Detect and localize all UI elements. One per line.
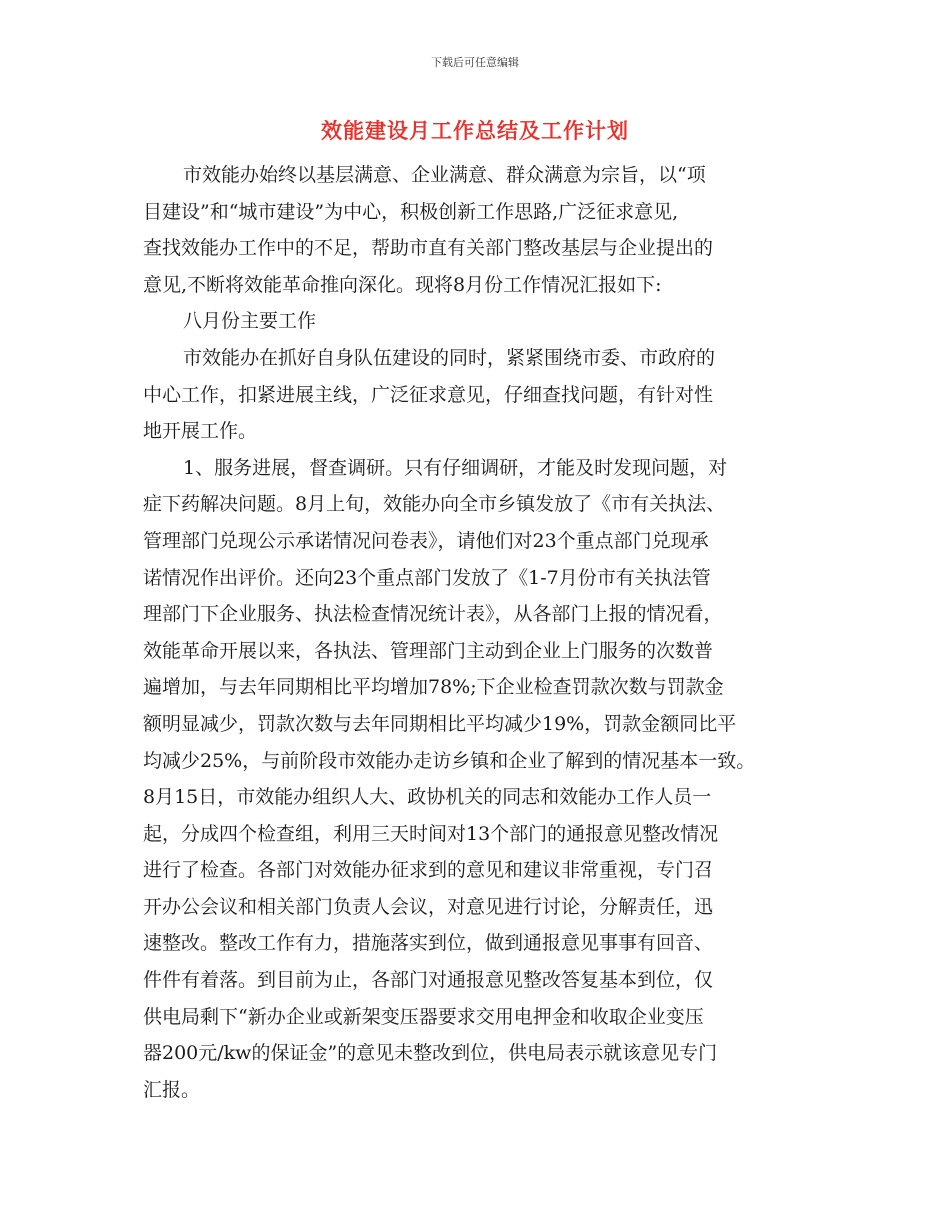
text-line: 地开展工作。 [143, 420, 258, 443]
text-line: 管理部门兑现公示承诺情况问卷表》，请他们对23个重点部门兑现承 [143, 529, 709, 552]
text-line: 目建设”和“城市建设”为中心，积极创新工作思路,广泛征求意见, [143, 200, 679, 223]
text-line: 速整改。整改工作有力，措施落实到位，做到通报意见事事有回音、 [143, 932, 714, 955]
text-line: 汇报。 [143, 1078, 201, 1101]
text-line: 8月15日，市效能办组织人大、政协机关的同志和效能办工作人员一 [143, 786, 712, 809]
text-line: 查找效能办工作中的不足，帮助市直有关部门整改基层与企业提出的 [143, 237, 714, 260]
text-line: 器200元/kw的保证金”的意见未整改到位，供电局表示就该意见专门 [143, 1042, 718, 1065]
text-line: 效能革命开展以来，各执法、管理部门主动到企业上门服务的次数普 [143, 639, 714, 662]
text-line: 症下药解决问题。8月上旬，效能办向全市乡镇发放了《市有关执法、 [143, 493, 726, 516]
text-line: 意见,不断将效能革命推向深化。现将8月份工作情况汇报如下: [143, 273, 662, 296]
page-header: 下载后可任意编辑 [431, 56, 519, 69]
text-line: 件件有着落。到目前为止，各部门对通报意见整改答复基本到位，仅 [143, 969, 714, 992]
text-line: 额明显减少，罚款次数与去年同期相比平均减少19%，罚款金额同比平 [143, 712, 737, 735]
text-line: 市效能办在抓好自身队伍建设的同时，紧紧围绕市委、市政府的 [183, 346, 716, 369]
text-line: 市效能办始终以基层满意、企业满意、群众满意为宗旨，以“项 [183, 164, 706, 186]
text-line: 中心工作，扣紧进展主线，广泛征求意见，仔细查找问题，有针对性 [143, 383, 714, 406]
text-line: 遍增加，与去年同期相比平均增加78%;下企业检查罚款次数与罚款金 [143, 676, 724, 699]
text-line: 起，分成四个检查组，利用三天时间对13个部门的通报意见整改情况 [143, 822, 719, 845]
text-line: 诺情况作出评价。还向23个重点部门发放了《1-7月份市有关执法管 [143, 566, 711, 589]
text-line: 八月份主要工作 [183, 310, 317, 333]
document-title: 效能建设月工作总结及工作计划 [321, 118, 629, 143]
text-line: 均减少25%，与前阶段市效能办走访乡镇和企业了解到的情况基本一致。 [143, 749, 756, 772]
text-line: 开办公会议和相关部门负责人会议，对意见进行讨论，分解责任，迅 [143, 895, 714, 918]
text-line: 理部门下企业服务、执法检查情况统计表》，从各部门上报的情况看， [143, 603, 723, 626]
document-body [143, 157, 833, 1108]
text-line: 供电局剩下“新办企业或新架变压器要求交用电押金和收取企业变压 [143, 1005, 704, 1028]
text-line: 1、服务进展，督查调研。只有仔细调研，才能及时发现问题，对 [183, 456, 728, 479]
text-line: 进行了检查。各部门对效能办征求到的意见和建议非常重视，专门召 [143, 859, 714, 882]
